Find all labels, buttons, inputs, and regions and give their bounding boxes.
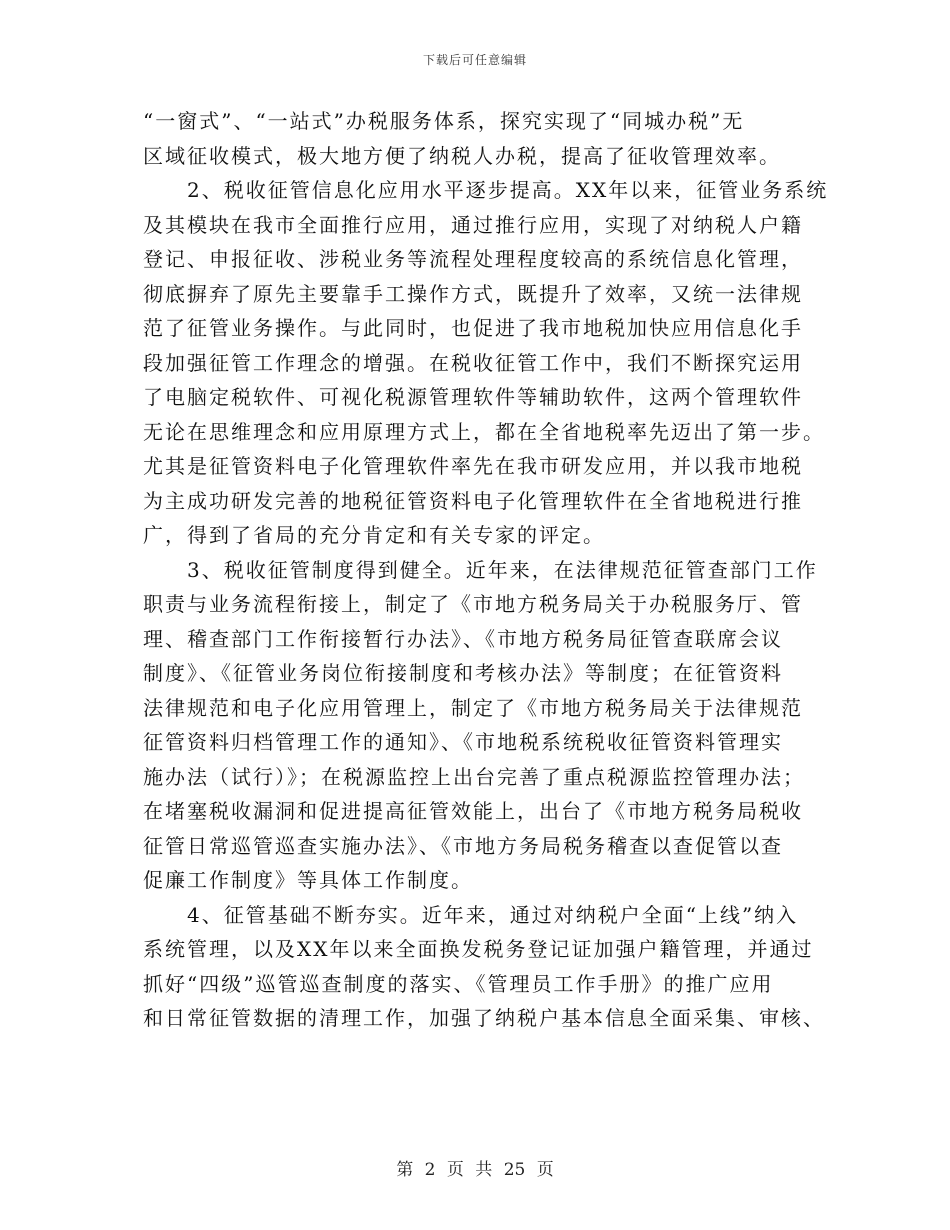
text-line: 抓好“四级”巡管巡查制度的落实、《管理员工作手册》的推广应用 xyxy=(143,971,774,996)
text-line: 尤其是征管资料电子化管理软件率先在我市研发应用，并以我市地税 xyxy=(143,454,803,478)
text-line: 系统管理，以及XX年以来全面换发税务登记证加强户籍管理，并通过 xyxy=(143,937,814,961)
text-line: 为主成功研发完善的地税征管资料电子化管理软件在全省地税进行推 xyxy=(143,488,803,513)
text-line: 征管资料归档管理工作的通知》、《市地税系统税收征管资料管理实 xyxy=(143,730,783,754)
text-line: 4、征管基础不断夯实。近年来，通过对纳税户全面“上线”纳入 xyxy=(143,902,799,927)
body-text xyxy=(143,104,829,1036)
text-line: 无论在思维理念和应用原理方式上，都在全省地税率先迈出了第一步。 xyxy=(143,419,825,444)
text-line: 彻底摒弃了原先主要靠手工操作方式，既提升了效率，又统一法律规 xyxy=(143,281,803,306)
text-line: 2、税收征管信息化应用水平逐步提高。XX年以来，征管业务系统 xyxy=(143,178,829,202)
text-line: “一窗式”、“一站式”办税服务体系，探究实现了“同城办税”无 xyxy=(143,109,745,133)
text-line: 及其模块在我市全面推行应用，通过推行应用，实现了对纳税人户籍 xyxy=(143,212,803,237)
text-line: 和日常征管数据的清理工作，加强了纳税户基本信息全面采集、审核、 xyxy=(143,1006,825,1030)
text-line: 促廉工作制度》等具体工作制度。 xyxy=(143,868,473,892)
text-line: 段加强征管工作理念的增强。在税收征管工作中，我们不断探究运用 xyxy=(143,350,803,375)
text-line: 职责与业务流程衔接上，制定了《市地方税务局关于办税服务厅、管 xyxy=(143,592,803,616)
text-line: 制度》、《征管业务岗位衔接制度和考核办法》等制度；在征管资料 xyxy=(143,661,783,685)
text-line: 区域征收模式，极大地方便了纳税人办税，提高了征收管理效率。 xyxy=(143,143,781,168)
text-line: 理、稽查部门工作衔接暂行办法》、《市地方税务局征管查联席会议 xyxy=(143,626,783,651)
text-line: 3、税收征管制度得到健全。近年来，在法律规范征管查部门工作 xyxy=(143,557,818,582)
text-line: 在堵塞税收漏洞和促进提高征管效能上，出台了《市地方税务局税收 xyxy=(143,799,803,823)
text-line: 征管日常巡管巡查实施办法》、《市地方务局税务稽查以查促管以查 xyxy=(143,833,783,858)
text-line: 法律规范和电子化应用管理上，制定了《市地方税务局关于法律规范 xyxy=(143,695,803,720)
text-line: 登记、申报征收、涉税业务等流程处理程度较高的系统信息化管理， xyxy=(143,247,803,271)
text-line: 范了征管业务操作。与此同时，也促进了我市地税加快应用信息化手 xyxy=(143,316,803,340)
page-header-note: 下载后可任意编辑 xyxy=(422,53,527,67)
text-line: 了电脑定税软件、可视化税源管理软件等辅助软件，这两个管理软件 xyxy=(143,385,803,409)
text-line: 广，得到了省局的充分肯定和有关专家的评定。 xyxy=(143,523,605,547)
text-line: 施办法（试行）》；在税源监控上出台完善了重点税源监控管理办法； xyxy=(143,764,805,789)
page-number: 第 2 页 共 25 页 xyxy=(396,1160,554,1180)
